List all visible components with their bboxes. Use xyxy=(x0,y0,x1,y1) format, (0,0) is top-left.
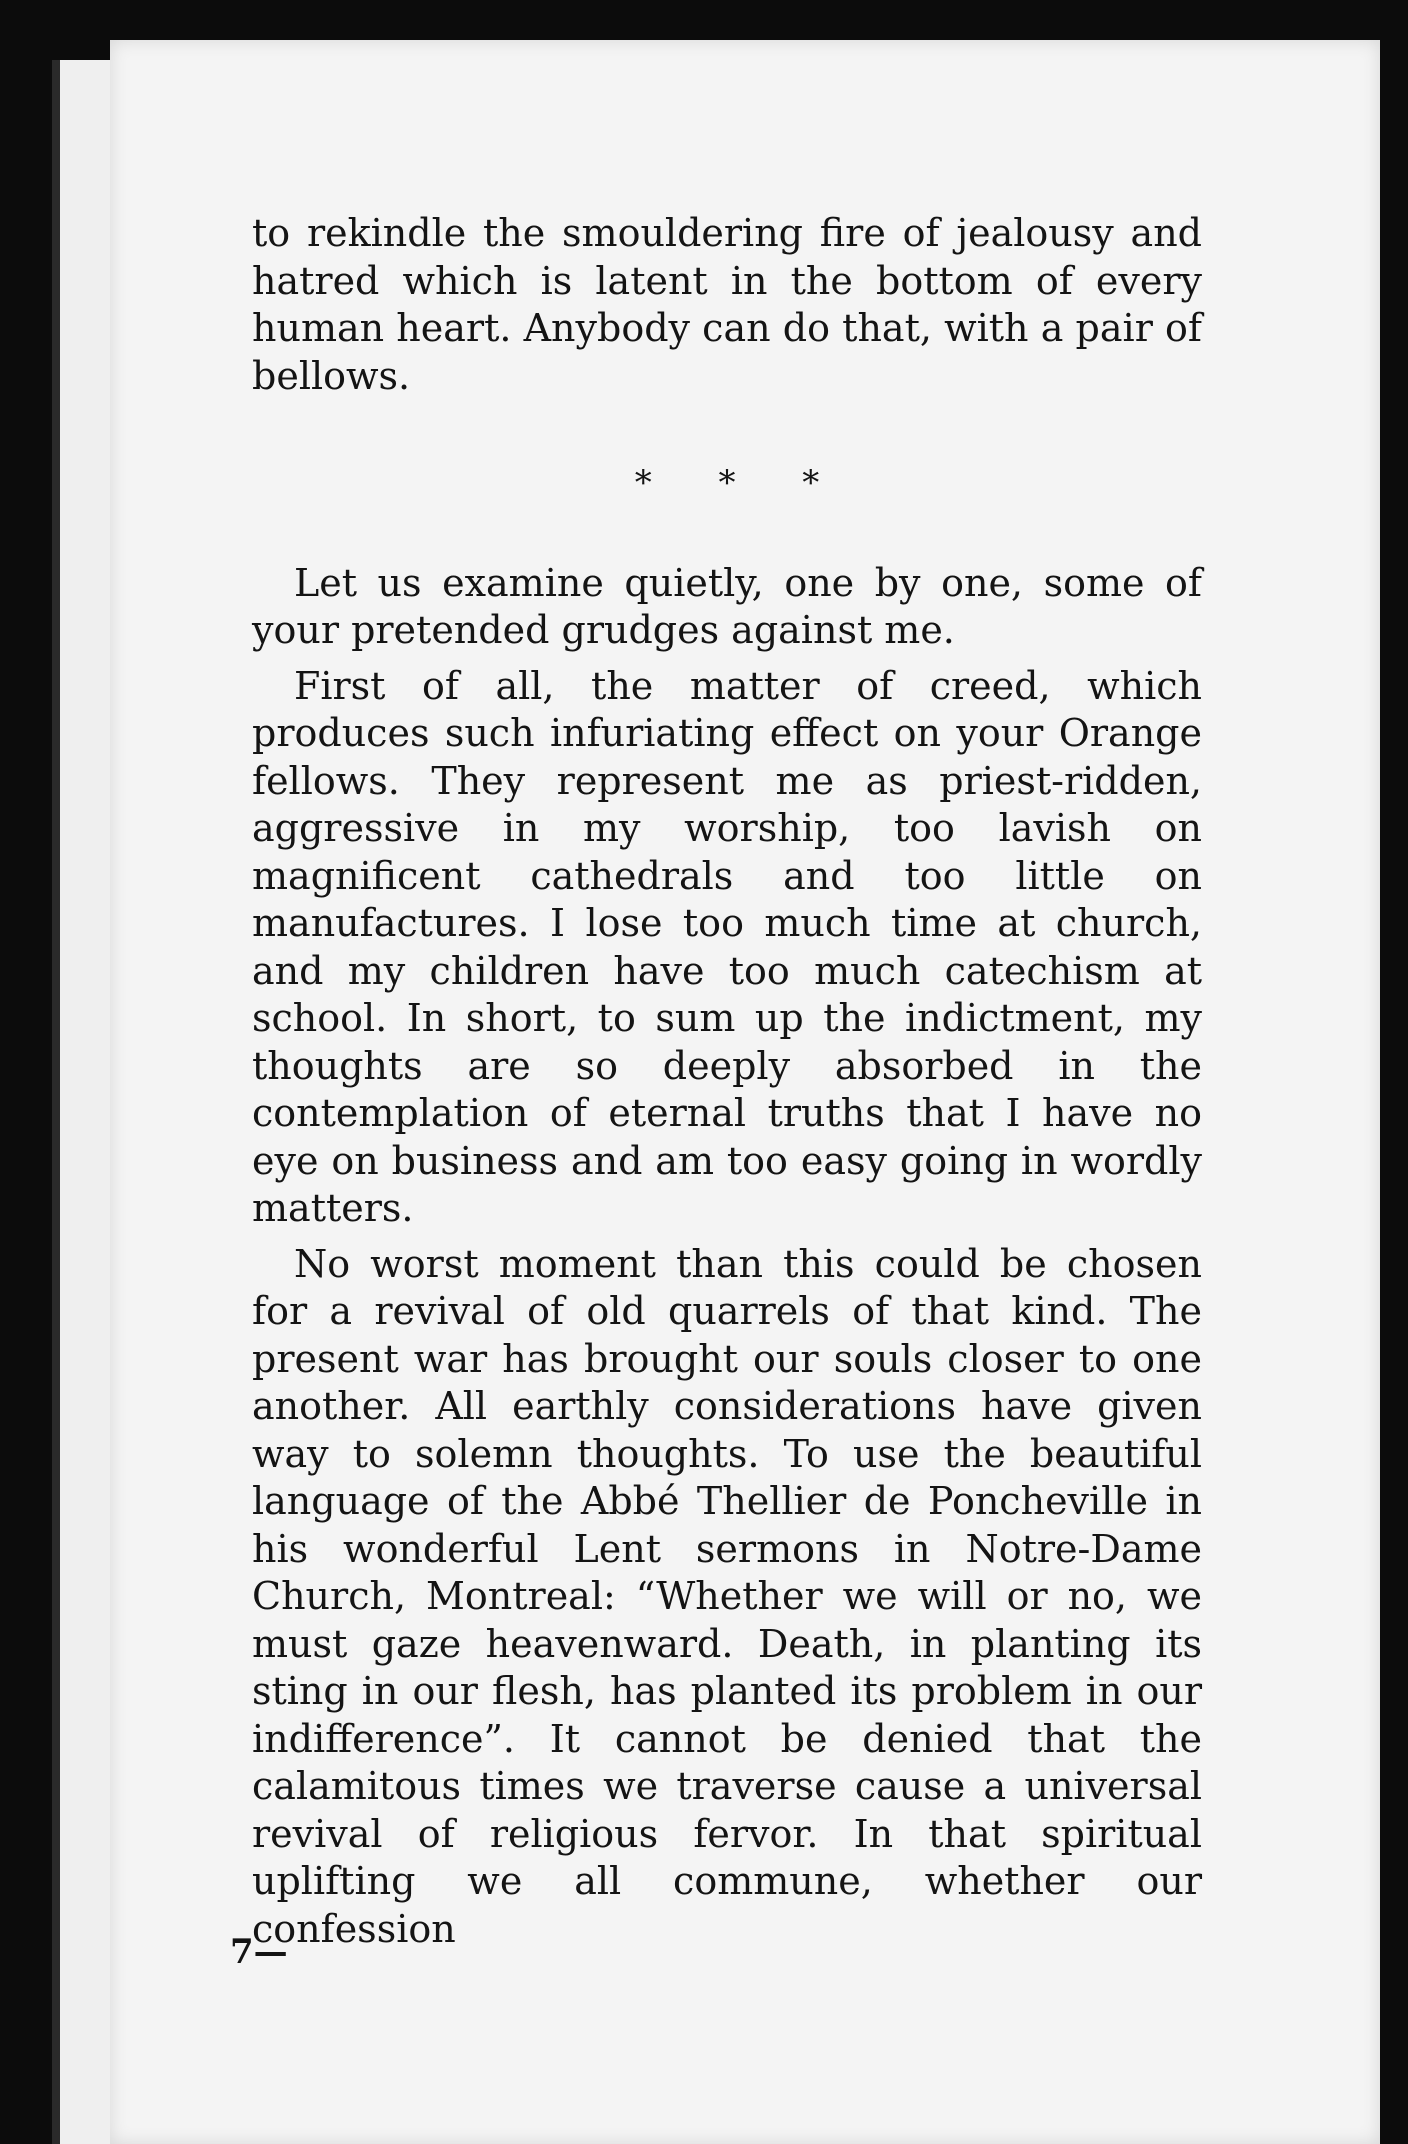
book-page xyxy=(110,40,1380,2144)
opening-paragraph: to rekindle the smouldering fire of jealousy and hatred which is latent in the bottom of every human heart. Anybody can do that, with a pair of bellows. xyxy=(252,211,1202,398)
page-text xyxy=(252,210,1202,1953)
paragraph-war: No worst moment than this could be chosen for a revival of old quarrels of that kind. The present war has brought our souls closer to one another. All earthly considerations have given way to solemn thoughts. To use the beautiful language of the Abbé Thellier de Poncheville in his wonderful Lent sermons in Notre-Dame Church, Montreal: “Whether we will or no, we must gaze heavenward. Death, in planting its sting in our flesh, has planted its problem in our indifference”. It cannot be denied that the calamitous times we traverse cause a universal revival of religious fervor. In that spiritual uplifting we all commune, whether our confession xyxy=(252,1241,1202,1951)
paragraph-grudges: Let us examine quietly, one by one, some of your pretended grudges against me. xyxy=(252,560,1202,652)
section-separator: * * * xyxy=(634,463,848,503)
page-number: 7— xyxy=(230,1932,288,1972)
paragraph-creed: First of all, the matter of creed, which produces such infuriating effect on your Orange fellows. They represent me as priest-ridden, aggressive in my worship, too lavish on magnificent cathedrals and too little on manufactures. I lose too much time at church, and my children have too much catechism at school. In short, to sum up the indictment, my thoughts are so deeply absorbed in the contemplation of eternal truths that I have no eye on business and am too easy going in wordly matters. xyxy=(252,663,1202,1230)
